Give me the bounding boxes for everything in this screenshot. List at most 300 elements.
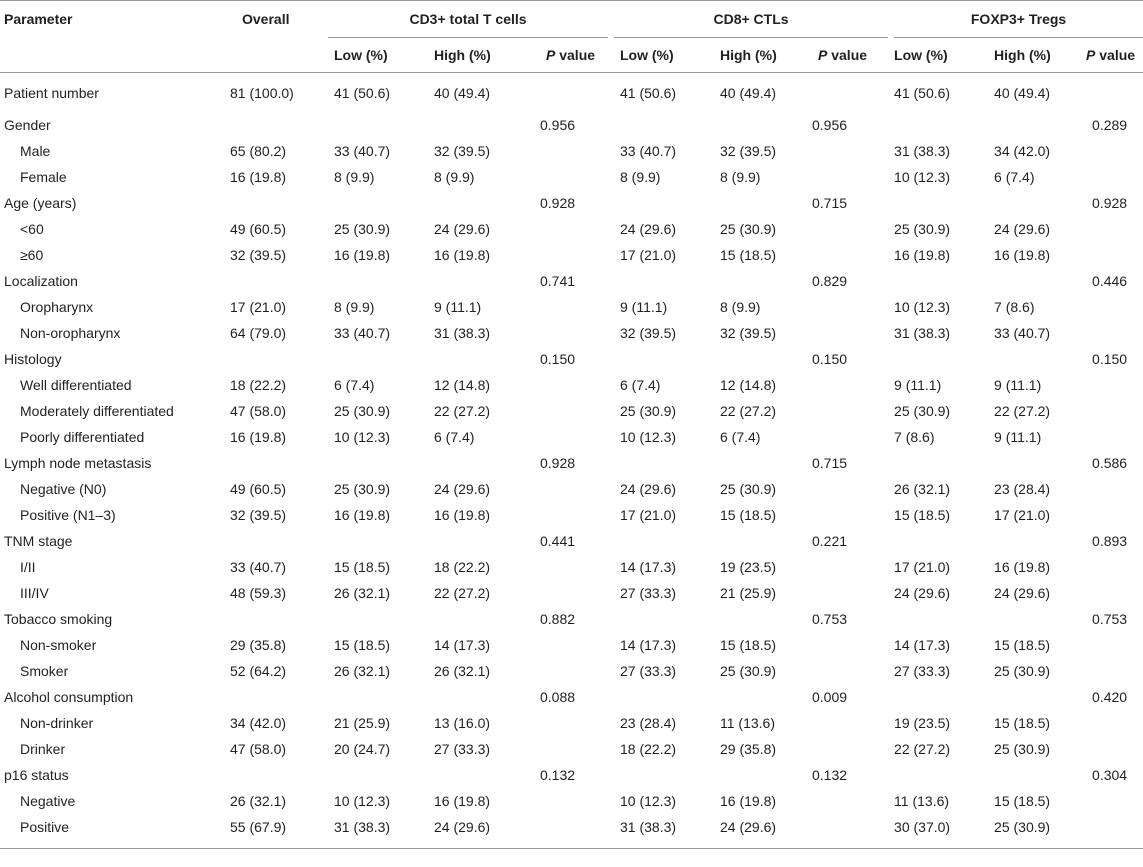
row-label: Negative [20, 793, 76, 809]
cell-cd3-high: 8 (9.9) [434, 169, 475, 185]
cell-foxp3-low: 22 (27.2) [894, 741, 951, 757]
table-row [0, 294, 1143, 320]
cell-cd3-low [328, 112, 428, 138]
cell-cd8-high: 8 (9.9) [720, 169, 761, 185]
cell-cd3-p [520, 242, 608, 268]
cell-foxp3-low: 41 (50.6) [894, 84, 951, 101]
cell-cd8-p [806, 164, 888, 190]
table-row [0, 398, 1143, 424]
cell-cd8-high: 15 (18.5) [720, 637, 777, 653]
cell-cd3-p: 0.088 [540, 689, 576, 705]
table-row [0, 372, 1143, 398]
table-row [0, 658, 1143, 684]
cell-cd8-high: 19 (23.5) [720, 559, 777, 575]
cell-foxp3-high: 22 (27.2) [994, 403, 1051, 419]
row-label: Poorly differentiated [20, 429, 145, 445]
cell-overall: 29 (35.8) [230, 637, 287, 653]
cell-foxp3-p: 0.446 [1092, 273, 1128, 289]
cell-cd3-p [520, 632, 608, 658]
row-label: Smoker [20, 663, 69, 679]
cell-cd3-p: 0.928 [540, 455, 576, 471]
cell-cd3-low [328, 450, 428, 476]
table-row [0, 632, 1143, 658]
cell-foxp3-p: 0.928 [1092, 195, 1128, 211]
cell-cd8-high: 32 (39.5) [720, 325, 777, 341]
cell-overall: 16 (19.8) [230, 429, 287, 445]
row-label: TNM stage [4, 533, 73, 549]
cell-foxp3-low: 19 (23.5) [894, 715, 951, 731]
cell-foxp3-low: 24 (29.6) [894, 585, 951, 601]
cell-cd8-high: 24 (29.6) [720, 819, 777, 835]
cell-cd8-p [806, 502, 888, 528]
cell-foxp3-high: 24 (29.6) [994, 585, 1051, 601]
cell-overall: 18 (22.2) [230, 377, 287, 393]
cell-cd8-p [806, 814, 888, 840]
cell-foxp3-high: 24 (29.6) [994, 221, 1051, 237]
cell-foxp3-p: 0.586 [1092, 455, 1128, 471]
cell-cd3-low: 8 (9.9) [334, 299, 375, 315]
cell-cd8-low: 27 (33.3) [620, 585, 677, 601]
cell-foxp3-p: 0.304 [1092, 767, 1128, 783]
header-cd8-p: P value [818, 47, 868, 63]
cell-cd8-low: 24 (29.6) [620, 221, 677, 237]
row-label: Positive (N1–3) [20, 507, 116, 523]
cell-cd3-high: 24 (29.6) [434, 481, 491, 497]
row-label: Positive [20, 819, 70, 835]
cell-cd3-low: 15 (18.5) [334, 559, 391, 575]
header-cd3-high: High (%) [434, 47, 491, 63]
cell-foxp3-p [1086, 476, 1143, 502]
cell-cd8-high: 25 (30.9) [720, 481, 777, 497]
cell-cd3-p [520, 398, 608, 424]
cell-cd8-high: 29 (35.8) [720, 741, 777, 757]
row-label: Non-smoker [20, 637, 97, 653]
table-row [0, 112, 1143, 138]
table-row [0, 710, 1143, 736]
table-row [0, 476, 1143, 502]
cell-cd8-p [806, 294, 888, 320]
cell-foxp3-high: 7 (8.6) [994, 299, 1035, 315]
cell-cd3-high: 16 (19.8) [434, 793, 491, 809]
cell-cd3-low: 16 (19.8) [334, 507, 391, 523]
cell-foxp3-high: 15 (18.5) [994, 715, 1051, 731]
cell-foxp3-p [1086, 736, 1143, 762]
cell-cd3-p: 0.928 [540, 195, 576, 211]
cell-cd8-low: 9 (11.1) [620, 299, 668, 315]
cell-cd8-low: 24 (29.6) [620, 481, 677, 497]
cell-foxp3-p: 0.893 [1092, 533, 1128, 549]
table-row [0, 320, 1143, 346]
cell-foxp3-high [994, 190, 1086, 216]
cell-foxp3-p [1086, 658, 1143, 684]
cell-cd8-p [806, 658, 888, 684]
header-cd8-low: Low (%) [620, 47, 674, 63]
cell-foxp3-p [1086, 632, 1143, 658]
header-foxp3-high: High (%) [994, 47, 1051, 63]
cell-cd3-high: 18 (22.2) [434, 559, 491, 575]
cell-foxp3-low: 17 (21.0) [894, 559, 951, 575]
cell-cd3-low [328, 190, 428, 216]
cell-overall: 33 (40.7) [230, 559, 287, 575]
cell-cd8-high [714, 684, 806, 710]
row-label: p16 status [4, 767, 69, 783]
row-label: Non-drinker [20, 715, 94, 731]
row-label: Moderately differentiated [20, 403, 174, 419]
table-row [0, 580, 1143, 606]
cell-cd3-p [520, 138, 608, 164]
table-row [0, 346, 1143, 372]
cell-cd8-low: 23 (28.4) [620, 715, 677, 731]
cell-cd3-p [520, 320, 608, 346]
cell-overall [222, 268, 328, 294]
cell-cd3-p [520, 476, 608, 502]
cell-cd3-low: 31 (38.3) [334, 819, 391, 835]
cell-foxp3-high [994, 450, 1086, 476]
cell-cd3-p [520, 580, 608, 606]
cell-cd8-p: 0.956 [812, 117, 848, 133]
cell-cd8-p: 0.009 [812, 689, 848, 705]
row-label: Gender [4, 117, 51, 133]
cell-cd3-high: 9 (11.1) [434, 299, 482, 315]
cell-overall: 17 (21.0) [230, 299, 287, 315]
header-row-groups [0, 1, 1143, 38]
cell-cd8-low: 25 (30.9) [620, 403, 677, 419]
cell-cd3-low: 33 (40.7) [334, 325, 391, 341]
table-row [0, 762, 1143, 788]
cell-cd8-p: 0.829 [812, 273, 848, 289]
cell-foxp3-high [994, 684, 1086, 710]
row-label: Histology [4, 351, 62, 367]
cell-cd8-p [806, 476, 888, 502]
cell-cd3-low [328, 346, 428, 372]
cell-cd3-p [520, 294, 608, 320]
cell-cd3-p [520, 372, 608, 398]
cell-foxp3-p: 0.289 [1092, 117, 1128, 133]
table-row [0, 242, 1143, 268]
table-row [0, 736, 1143, 762]
cell-overall: 64 (79.0) [230, 325, 287, 341]
cell-foxp3-high: 16 (19.8) [994, 559, 1051, 575]
header-parameter: Parameter [4, 11, 73, 28]
cell-cd8-high: 32 (39.5) [720, 143, 777, 159]
cell-foxp3-high [994, 762, 1086, 788]
cell-cd8-low: 27 (33.3) [620, 663, 677, 679]
cell-cd3-low: 25 (30.9) [334, 403, 391, 419]
cell-cd8-p [806, 216, 888, 242]
cell-cd3-high: 32 (39.5) [434, 143, 491, 159]
cell-cd3-p: 0.132 [540, 767, 576, 783]
cell-cd3-high: 26 (32.1) [434, 663, 491, 679]
cell-overall: 49 (60.5) [230, 481, 287, 497]
cell-cd3-p [520, 554, 608, 580]
cell-cd8-low: 10 (12.3) [620, 793, 677, 809]
cell-cd8-p [806, 73, 888, 113]
header-group-foxp3: FOXP3+ Tregs [894, 1, 1143, 38]
cell-cd3-high: 14 (17.3) [434, 637, 491, 653]
row-label: Lymph node metastasis [4, 455, 152, 471]
cell-foxp3-high: 17 (21.0) [994, 507, 1051, 523]
cell-cd3-p [520, 788, 608, 814]
cell-cd8-low: 8 (9.9) [620, 169, 661, 185]
cell-cd3-low [328, 684, 428, 710]
cell-cd8-low [614, 190, 714, 216]
cell-cd3-low: 10 (12.3) [334, 429, 391, 445]
row-label: Patient number [4, 84, 99, 101]
row-label: III/IV [20, 585, 49, 601]
cell-cd8-low [614, 528, 714, 554]
header-group-cd8: CD8+ CTLs [614, 1, 888, 38]
cell-foxp3-low [894, 450, 994, 476]
cell-foxp3-p [1086, 294, 1143, 320]
cell-cd8-p [806, 320, 888, 346]
cell-cd3-p [520, 73, 608, 113]
cell-foxp3-low: 27 (33.3) [894, 663, 951, 679]
table-row [0, 450, 1143, 476]
cell-cd8-low: 17 (21.0) [620, 247, 677, 263]
cell-cd8-high [714, 528, 806, 554]
table-row [0, 788, 1143, 814]
cell-cd3-high [428, 450, 520, 476]
cell-cd8-high [714, 268, 806, 294]
cell-cd3-high: 22 (27.2) [434, 585, 491, 601]
cell-foxp3-low [894, 268, 994, 294]
cell-cd3-p [520, 658, 608, 684]
cell-cd3-low: 33 (40.7) [334, 143, 391, 159]
cell-cd8-high: 12 (14.8) [720, 377, 777, 393]
cell-foxp3-high: 9 (11.1) [994, 429, 1042, 445]
cell-foxp3-low: 14 (17.3) [894, 637, 951, 653]
cell-foxp3-high: 25 (30.9) [994, 819, 1051, 835]
cell-cd3-high: 16 (19.8) [434, 247, 491, 263]
cell-cd3-high [428, 606, 520, 632]
cell-foxp3-high [994, 606, 1086, 632]
cell-overall [222, 528, 328, 554]
cell-cd3-high: 31 (38.3) [434, 325, 491, 341]
cell-cd8-high: 15 (18.5) [720, 507, 777, 523]
cell-foxp3-p [1086, 216, 1143, 242]
cell-cd8-high: 11 (13.6) [720, 715, 775, 731]
cell-overall: 34 (42.0) [230, 715, 287, 731]
cell-cd3-low: 20 (24.7) [334, 741, 391, 757]
cell-foxp3-low: 30 (37.0) [894, 819, 951, 835]
cell-foxp3-high: 15 (18.5) [994, 793, 1051, 809]
cell-cd3-high: 6 (7.4) [434, 429, 475, 445]
cell-cd3-low: 15 (18.5) [334, 637, 391, 653]
row-label: Oropharynx [20, 299, 94, 315]
cell-foxp3-high: 16 (19.8) [994, 247, 1051, 263]
cell-cd3-low [328, 268, 428, 294]
cell-foxp3-low: 25 (30.9) [894, 403, 951, 419]
cell-foxp3-high [994, 346, 1086, 372]
cell-cd8-high: 25 (30.9) [720, 221, 777, 237]
cell-cd3-high: 27 (33.3) [434, 741, 491, 757]
cell-cd3-low: 6 (7.4) [334, 377, 375, 393]
row-label: <60 [20, 221, 44, 237]
row-label: Non-oropharynx [20, 325, 121, 341]
cell-foxp3-low [894, 606, 994, 632]
cell-overall: 32 (39.5) [230, 507, 287, 523]
row-label: Male [20, 143, 51, 159]
cell-foxp3-p [1086, 710, 1143, 736]
cell-foxp3-high: 33 (40.7) [994, 325, 1051, 341]
cell-foxp3-high: 9 (11.1) [994, 377, 1042, 393]
cell-cd8-p: 0.132 [812, 767, 848, 783]
header-foxp3-low: Low (%) [894, 47, 948, 63]
cell-cd3-p [520, 736, 608, 762]
cell-cd3-high [428, 346, 520, 372]
cell-cd8-p: 0.221 [812, 533, 848, 549]
cell-cd8-high [714, 450, 806, 476]
cell-foxp3-p: 0.420 [1092, 689, 1128, 705]
cell-cd3-high: 24 (29.6) [434, 221, 491, 237]
cell-cd8-p [806, 242, 888, 268]
cell-foxp3-high [994, 528, 1086, 554]
cell-foxp3-low: 31 (38.3) [894, 143, 951, 159]
table-row [0, 73, 1143, 113]
table-body [0, 73, 1143, 849]
row-label: Negative (N0) [20, 481, 107, 497]
cell-cd3-high: 24 (29.6) [434, 819, 491, 835]
cell-cd8-high [714, 762, 806, 788]
table-row [0, 814, 1143, 840]
cell-foxp3-p [1086, 372, 1143, 398]
cell-cd8-low [614, 606, 714, 632]
table-row [0, 684, 1143, 710]
cell-overall: 47 (58.0) [230, 741, 287, 757]
cell-cd8-high [714, 190, 806, 216]
header-overall: Overall [242, 11, 290, 28]
cell-cd3-low: 26 (32.1) [334, 663, 391, 679]
header-row-columns [0, 38, 1143, 73]
cell-cd3-low [328, 606, 428, 632]
cell-cd8-low [614, 450, 714, 476]
cell-cd8-p [806, 632, 888, 658]
cell-cd3-p: 0.956 [540, 117, 576, 133]
header-foxp3-p: P value [1086, 47, 1136, 63]
table-row [0, 138, 1143, 164]
cell-cd8-high: 6 (7.4) [720, 429, 761, 445]
cell-cd3-high: 40 (49.4) [434, 84, 491, 101]
cell-cd3-high [428, 190, 520, 216]
table-row [0, 554, 1143, 580]
cell-cd8-p [806, 398, 888, 424]
cell-foxp3-p: 0.150 [1092, 351, 1128, 367]
cell-cd3-p [520, 164, 608, 190]
cell-cd8-low: 14 (17.3) [620, 559, 677, 575]
cell-cd8-p: 0.150 [812, 351, 848, 367]
cell-cd3-p [520, 424, 608, 450]
cell-foxp3-high [994, 112, 1086, 138]
cell-cd3-p: 0.741 [540, 273, 576, 289]
cell-overall [222, 762, 328, 788]
cell-cd8-low: 31 (38.3) [620, 819, 677, 835]
cell-cd3-high [428, 528, 520, 554]
cell-foxp3-p: 0.753 [1092, 611, 1128, 627]
cell-cd8-high [714, 346, 806, 372]
cell-foxp3-p [1086, 554, 1143, 580]
cell-cd3-p [520, 502, 608, 528]
cell-cd8-low: 14 (17.3) [620, 637, 677, 653]
cell-cd8-low [614, 762, 714, 788]
cell-foxp3-high: 34 (42.0) [994, 143, 1051, 159]
cell-cd3-high [428, 684, 520, 710]
cell-foxp3-high: 6 (7.4) [994, 169, 1035, 185]
cell-foxp3-low: 10 (12.3) [894, 169, 951, 185]
cell-overall: 81 (100.0) [230, 84, 294, 101]
cell-cd8-p [806, 424, 888, 450]
cell-cd8-p [806, 788, 888, 814]
cell-foxp3-low: 15 (18.5) [894, 507, 951, 523]
cell-overall: 16 (19.8) [230, 169, 287, 185]
cell-cd3-high: 12 (14.8) [434, 377, 491, 393]
cell-cd3-high [428, 268, 520, 294]
cell-cd8-p [806, 138, 888, 164]
cell-overall [222, 190, 328, 216]
cell-cd3-p: 0.150 [540, 351, 576, 367]
cell-overall: 49 (60.5) [230, 221, 287, 237]
cell-cd8-low [614, 684, 714, 710]
cell-foxp3-low: 25 (30.9) [894, 221, 951, 237]
cell-foxp3-p [1086, 164, 1143, 190]
cell-cd3-p: 0.882 [540, 611, 576, 627]
row-label: Well differentiated [20, 377, 132, 393]
cell-cd8-p [806, 710, 888, 736]
cell-foxp3-low [894, 684, 994, 710]
cell-cd3-p [520, 216, 608, 242]
cell-foxp3-low: 11 (13.6) [894, 793, 950, 809]
header-cd3-low: Low (%) [334, 47, 388, 63]
cell-cd8-high: 25 (30.9) [720, 663, 777, 679]
cell-cd3-low: 10 (12.3) [334, 793, 391, 809]
table-row [0, 606, 1143, 632]
cell-overall: 47 (58.0) [230, 403, 287, 419]
row-label: Drinker [20, 741, 66, 757]
cell-cd8-p [806, 554, 888, 580]
cell-cd3-high: 22 (27.2) [434, 403, 491, 419]
cell-cd8-high [714, 606, 806, 632]
table-row [0, 424, 1143, 450]
cell-cd3-low: 16 (19.8) [334, 247, 391, 263]
cell-foxp3-p [1086, 502, 1143, 528]
cell-foxp3-p [1086, 398, 1143, 424]
cell-foxp3-p [1086, 788, 1143, 814]
table-row [0, 190, 1143, 216]
cell-foxp3-high: 25 (30.9) [994, 663, 1051, 679]
cell-cd8-p [806, 736, 888, 762]
cell-overall: 55 (67.9) [230, 819, 287, 835]
cell-overall [222, 606, 328, 632]
cell-foxp3-p [1086, 73, 1143, 113]
cell-overall [222, 112, 328, 138]
cell-cd8-p: 0.753 [812, 611, 848, 627]
cell-overall: 26 (32.1) [230, 793, 287, 809]
cell-foxp3-low [894, 346, 994, 372]
cell-foxp3-low: 9 (11.1) [894, 377, 942, 393]
cell-foxp3-low [894, 762, 994, 788]
cell-foxp3-p [1086, 814, 1143, 840]
cell-cd8-low: 33 (40.7) [620, 143, 677, 159]
cell-foxp3-high: 25 (30.9) [994, 741, 1051, 757]
cell-cd8-high: 8 (9.9) [720, 299, 761, 315]
cell-overall: 65 (80.2) [230, 143, 287, 159]
cell-cd8-p [806, 580, 888, 606]
cell-cd8-high: 40 (49.4) [720, 84, 777, 101]
cell-overall: 32 (39.5) [230, 247, 287, 263]
cell-cd3-low: 25 (30.9) [334, 221, 391, 237]
cell-cd3-low [328, 762, 428, 788]
cell-overall [222, 684, 328, 710]
cell-cd8-high: 22 (27.2) [720, 403, 777, 419]
